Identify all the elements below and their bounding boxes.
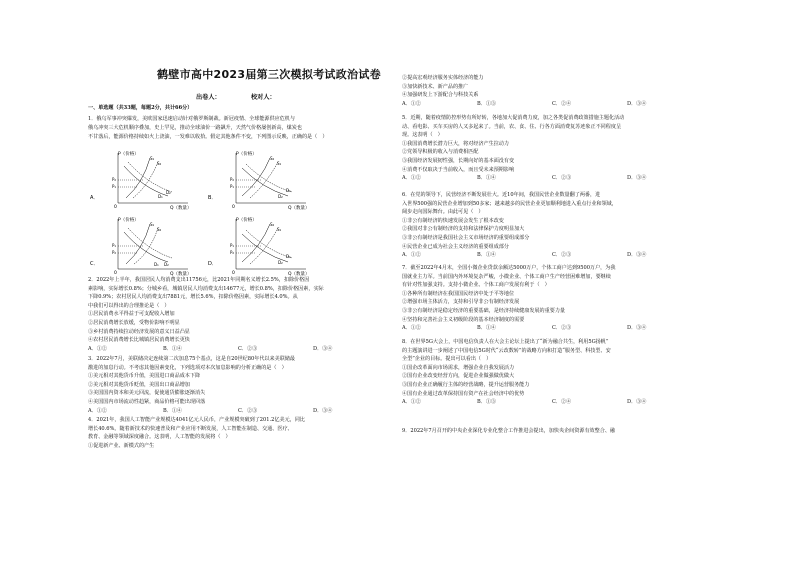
answer-option: D．③④ — [313, 407, 333, 414]
svg-text:D₁: D₁ — [286, 254, 291, 259]
question-line: 3．2022年7月，美联储决定连续第二次加息75个基点，这是自20世纪80年代以来美联储最 — [88, 356, 295, 362]
origin-label: 0 — [114, 271, 117, 276]
svg-text:P₂: P₂ — [112, 177, 117, 182]
supply-demand-graph — [88, 148, 198, 210]
answer-option: D．③④ — [627, 175, 647, 182]
statement: ④国有企业通过改革保持国有资产在社会经济中的优势 — [402, 390, 525, 397]
answer-option: A．①② — [402, 325, 421, 332]
question-line: 俄乌冲突三大危机顺序叠加，史上罕见，推动全球油价一路飙升，天然气价格屡创新高，煤炭也 — [88, 125, 302, 131]
statement: ①非公有制经济的快速发展会发生了根本改变 — [402, 217, 504, 224]
question-line: 的主题演讲进一步阐述了中国电信5G时代“云改数转”的战略方向和打造“服务型、科技型、安 — [402, 347, 611, 354]
question-line: 素影响，实际增长0.8%；分城乡看，城镇居民人均消费支出14677元，增长0.8%，扣除价格因素，实际 — [88, 285, 324, 292]
answer-option: B．①④ — [163, 407, 183, 414]
answer-option: C．②④ — [552, 100, 572, 107]
statement: ③非公有制经济是我国社会主义市场经济的重要组成部分 — [402, 235, 530, 241]
question-line: 入世界500强的民营企业增加到50多家；越来越多的民营企业更加顺利地进入重点行业和领域， — [402, 200, 617, 207]
statement: ③非公有制经济是稳定经济的重要基础，是经济持续健康发展的重要力量 — [402, 308, 566, 314]
statement: ①各种所有制经济在我国国民经济中处于平等地位 — [402, 290, 515, 297]
statement: ②增强市场主体活力，支持和引导非公有制经济发展 — [402, 299, 520, 306]
statement: ②党领导积极的收入与消费相匹配 — [402, 149, 479, 156]
question-line: 激进的加息行动。不考虑其他因素变化，下列选项对本次加息影响的分析正确的是（ ） — [88, 364, 287, 371]
exam-setter-label: 出卷人： — [196, 94, 221, 101]
svg-text:D₁: D₁ — [286, 188, 291, 193]
answer-option: D．③④ — [627, 100, 647, 107]
svg-text:D₂: D₂ — [166, 190, 171, 195]
question-line: 阔步走向国际舞台。由此可见（ ） — [402, 209, 484, 216]
option-letter: D． — [208, 261, 217, 267]
svg-text:D₂: D₂ — [278, 194, 283, 199]
answer-option: B．①③ — [477, 399, 497, 406]
answer-option: A．①② — [402, 175, 421, 182]
statement: ④农村居民消费增长比城镇居民消费增长更快 — [88, 337, 190, 344]
graph-option-b — [206, 148, 316, 214]
question-line: 增长40.6%。随着新技术的快速普及和产业应用不断发展，人工智能在制造、交通、医疗、 — [88, 425, 293, 432]
answer-option: B．①④ — [477, 252, 497, 259]
y-axis-label: P（价格） — [118, 218, 139, 223]
answer-option: A．①② — [402, 252, 421, 259]
statement: ③国有企业正确履行主体的经营战略，提升运营服务能力 — [402, 382, 530, 388]
answer-option: D．③④ — [627, 399, 647, 406]
answer-option: D．③④ — [627, 252, 647, 259]
statement: ①促进新产业、新模式的产生 — [88, 442, 155, 449]
option-letter: A． — [90, 195, 99, 201]
svg-text:S₁: S₁ — [150, 222, 155, 227]
statement: ①居民消费水平得益于可支配收入增加 — [88, 311, 175, 318]
svg-text:D₂: D₂ — [164, 262, 169, 267]
x-axis-label: Q（数量） — [288, 206, 310, 210]
statement: ②美元相对其他货币贬值，美国出口商品增加 — [88, 381, 190, 388]
statement: ③美国国内资本和美元回流，促使通货膨胀逐渐消失 — [88, 390, 206, 397]
statement: ②我国对非公有制经济的支持和法律保护力度明显加大 — [402, 226, 525, 233]
answer-option: B．①④ — [163, 345, 183, 352]
question-line: 1．俄乌军事冲突爆发，美欧国家迅速启动针对俄罗斯制裁。新冠疫情、全球能源供应危机与 — [88, 116, 295, 122]
answer-option: A．①② — [402, 100, 421, 107]
svg-text:P₁: P₁ — [112, 243, 117, 248]
svg-text:S₂: S₂ — [157, 227, 162, 232]
graph-option-a — [88, 148, 198, 214]
question-line: 全型”企业的目标。提出可以看出（ ） — [402, 356, 492, 363]
svg-text:S₂: S₂ — [270, 222, 275, 227]
question-line: 4．2021年，我国人工智能产业规模达4041亿元人民币，产业规模突破到了201.2亿美元，同比 — [88, 417, 305, 423]
statement: ④美国国内市场流动性趋紧，商品价格可能出现回落 — [88, 399, 206, 405]
y-axis-label: P（价格） — [236, 218, 257, 223]
question-line: 中我们可以得出的合理推论是（ ） — [88, 302, 170, 309]
answer-option: C．②③ — [238, 407, 258, 414]
answer-option: A．①② — [402, 399, 421, 406]
answer-option: B．①③ — [477, 100, 497, 107]
answer-option: C．②④ — [552, 399, 572, 406]
svg-text:P₁: P₁ — [112, 184, 117, 189]
supply-demand-graph — [206, 214, 316, 276]
origin-label: 0 — [114, 205, 117, 210]
x-axis-label: Q（数量） — [170, 272, 192, 276]
statement: ②国有企业改变经营方向，促进企业做强做优做大 — [402, 373, 515, 380]
statement: ①我国消费增长潜力巨大，将对经济产生拉动力 — [402, 140, 509, 147]
statement: ②提高宏观经济服务实体经济的能力 — [402, 75, 484, 81]
answer-option: B．①④ — [477, 175, 497, 182]
x-axis-label: Q（数量） — [170, 206, 192, 210]
question-line: 8．在世界5G大会上，中国电信负责人在大会主论坛上提出了“新为融合共生，利用5G扬帆” — [402, 339, 609, 345]
y-axis-label: P（价格） — [118, 152, 139, 157]
svg-text:P₂: P₂ — [230, 177, 235, 182]
exam-checker-label: 校对人： — [251, 94, 276, 101]
question-line: 现。这表明（ ） — [402, 132, 443, 139]
statement: ③乡村消费持续拉动经济发展的意义日益凸显 — [88, 328, 190, 335]
statement: ④消费不仅取决于当前收入，而且受未来预期影响 — [402, 166, 515, 173]
answer-option: C．②③ — [552, 325, 572, 332]
svg-text:S₂: S₂ — [157, 161, 162, 166]
question-line: 有针对性加强支持。支持小微企业、个体工商户发展有利于（ ） — [402, 282, 550, 289]
statement: ①国企改革面向市场需求，增强企业自我发展活力 — [402, 364, 515, 371]
question-line: 5．近期，随着疫情防控形势有所好转，各地加大促消费力度，加之各类促消费政策措施主题化活动 — [402, 115, 625, 121]
statement: ④民营企业已成为社会主义经济的重要组成部分 — [402, 243, 509, 250]
question-line: 2．2022年上半年，我国居民人均消费支出11756元，比2021年同期名义增长2.5%，扣除价格因 — [88, 277, 310, 283]
supply-demand-graph — [88, 214, 198, 276]
section-heading: 一、单选题（共33题，每题2分，共计66分） — [88, 105, 193, 111]
y-axis-label: P（价格） — [236, 152, 257, 157]
question-line: 动、看电影、买车买房的人又多起来了。当前，农、食、住、行各方面消费复苏迹象正不同程度呈 — [402, 123, 622, 130]
question-line: 6．在党的领导下，民营经济不断发展壮大。近10年间，我国民营企业数量翻了两番，进 — [402, 192, 601, 198]
answer-option: B．①④ — [477, 325, 497, 332]
svg-text:P₁: P₁ — [230, 243, 235, 248]
svg-text:P₂: P₂ — [230, 250, 235, 255]
answer-option: C．②③ — [552, 175, 572, 182]
svg-text:S₁: S₁ — [277, 227, 282, 232]
svg-text:D₁: D₁ — [158, 194, 163, 199]
svg-text:D₂: D₂ — [278, 260, 283, 265]
supply-demand-graph — [206, 148, 316, 210]
svg-text:P₂: P₂ — [112, 250, 117, 255]
question-line: 教育、金融等领域深度融合。这表明，人工智能的发展将（ ） — [88, 434, 231, 441]
svg-text:P₁: P₁ — [230, 184, 235, 189]
question-line: 7．截至2022年4月末，全国小微企业贷款余额达5000万户，个体工商户达到9500万户，为我 — [402, 265, 616, 271]
statement: ③加快新技术、新产品的推广 — [402, 83, 469, 90]
answer-option: D．③④ — [627, 325, 647, 332]
svg-text:D₁: D₁ — [154, 262, 159, 267]
origin-label: 0 — [232, 205, 235, 210]
svg-text:S₂: S₂ — [270, 156, 275, 161]
statement: ③我国经济发展韧性强，长期向好的基本面没有变 — [402, 158, 515, 164]
graph-option-d — [206, 214, 316, 280]
question-line: 不甘落后，能源价格持续如火上浇油，一发难以收拾。假定其他条件不变，下列图示反映，正确的是（ ） — [88, 134, 328, 140]
statement: ②居民消费增长放缓，受物价影响不明显 — [88, 320, 180, 326]
statement: ①美元相对其他货币升值，美国进口商品成本下降 — [88, 373, 201, 380]
x-axis-label: Q（数量） — [288, 272, 310, 276]
graph-option-c — [88, 214, 198, 280]
question-line: 9．2022年7月召开的中央企业深化专业化整合工作推进会提出，加快央企间资源有效整合、融 — [402, 428, 616, 434]
svg-text:S₁: S₁ — [150, 156, 155, 161]
answer-option: C．②③ — [238, 345, 258, 352]
statement: ④坚持和完善社会主义初级阶段的基本经济制度的需要 — [402, 316, 525, 323]
page-title: 鹤壁市高中2023届第三次模拟考试政治试卷 — [157, 68, 381, 81]
question-line: 下降0.9%；农村居民人均消费支出7881元，增长5.6%，扣除价格因素，实际增长4.0%。从 — [88, 294, 298, 301]
origin-label: 0 — [232, 271, 235, 276]
answer-option: A．①② — [88, 345, 107, 352]
answer-option: D．③④ — [313, 345, 333, 352]
question-line: 国就业主力军。当前国内外环境复杂严峻，小微企业、个体工商户生产经营困难增加，要继续 — [402, 273, 611, 280]
option-letter: C． — [90, 261, 99, 267]
option-letter: B． — [208, 195, 217, 201]
answer-option: C．②③ — [552, 252, 572, 259]
answer-option: A．①② — [88, 407, 107, 414]
svg-text:S₁: S₁ — [277, 161, 282, 166]
statement: ④加强研发上下游配合与科技关系 — [402, 92, 479, 99]
